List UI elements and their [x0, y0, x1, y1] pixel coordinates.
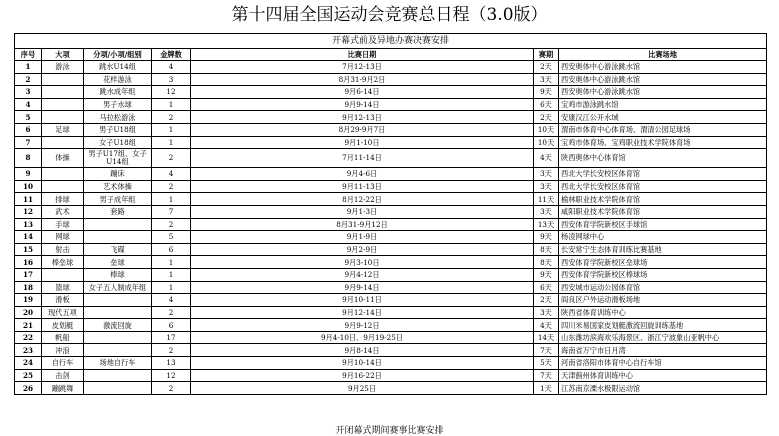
gold-count-cell: 7 — [152, 205, 191, 218]
venue-cell: 江苏南京溧水极限运动馆 — [559, 382, 767, 395]
match-days-cell: 3天 — [534, 168, 559, 181]
table-row — [15, 205, 767, 218]
major-event-cell — [42, 180, 84, 193]
venue-cell: 阎良区户外运动滑板场地 — [559, 294, 767, 307]
major-event-cell: 蹦跳舞 — [42, 382, 84, 395]
section-title: 开幕式前及异地办赛决赛安排 — [15, 34, 767, 49]
table-row — [15, 193, 767, 206]
major-event-cell: 击剑 — [42, 369, 84, 382]
match-date-cell: 9月10-11日 — [191, 294, 534, 307]
match-date-cell: 9月4-10日、9月19-25日 — [191, 331, 534, 344]
match-days-cell: 10天 — [534, 123, 559, 136]
match-days-cell: 6天 — [534, 281, 559, 294]
sub-event-cell: 跳水U14组 — [84, 61, 152, 74]
major-event-cell — [42, 111, 84, 124]
row-number-cell: 5 — [15, 111, 42, 124]
row-number-cell: 13 — [15, 218, 42, 231]
match-date-cell: 8月29-9月7日 — [191, 123, 534, 136]
gold-count-cell: 1 — [152, 98, 191, 111]
venue-cell: 西北大学长安校区体育馆 — [559, 168, 767, 181]
table-row — [15, 369, 767, 382]
gold-count-cell: 2 — [152, 111, 191, 124]
match-date-cell: 9月1-9日 — [191, 231, 534, 244]
major-event-cell: 手球 — [42, 218, 84, 231]
table-row — [15, 61, 767, 74]
venue-cell: 西安体育学院新校区棒球场 — [559, 268, 767, 281]
match-days-cell: 3天 — [534, 180, 559, 193]
row-number-cell: 4 — [15, 98, 42, 111]
match-date-cell: 9月9-14日 — [191, 281, 534, 294]
match-date-cell: 7月11-14日 — [191, 149, 534, 168]
row-number-cell: 9 — [15, 168, 42, 181]
match-date-cell: 9月3-10日 — [191, 256, 534, 269]
major-event-cell: 游泳 — [42, 61, 84, 74]
match-days-cell: 8天 — [534, 256, 559, 269]
sub-event-cell: 棒球 — [84, 268, 152, 281]
gold-count-cell: 6 — [152, 243, 191, 256]
gold-count-cell: 1 — [152, 268, 191, 281]
sub-event-cell: 垒球 — [84, 256, 152, 269]
gold-count-cell: 1 — [152, 136, 191, 149]
table-row — [15, 149, 767, 168]
gold-count-cell: 1 — [152, 281, 191, 294]
sub-event-cell: 激流回旋 — [84, 319, 152, 332]
sub-event-cell: 男子U17组、女子U14组 — [84, 149, 152, 168]
match-days-cell: 2天 — [534, 294, 559, 307]
match-date-cell: 8月31-9月2日 — [191, 73, 534, 86]
match-days-cell: 1天 — [534, 382, 559, 395]
gold-count-cell: 1 — [152, 193, 191, 206]
match-date-cell: 9月11-13日 — [191, 180, 534, 193]
venue-cell: 海南省万宁市日月湾 — [559, 344, 767, 357]
header-cell-sub: 分项/小项/组别 — [84, 49, 152, 61]
match-days-cell: 3天 — [534, 205, 559, 218]
sub-event-cell — [84, 331, 152, 344]
match-days-cell: 9天 — [534, 231, 559, 244]
gold-count-cell: 13 — [152, 357, 191, 370]
header-row — [15, 49, 767, 61]
gold-count-cell: 2 — [152, 218, 191, 231]
header-cell-days: 赛期 — [534, 49, 559, 61]
row-number-cell: 25 — [15, 369, 42, 382]
match-days-cell: 7天 — [534, 344, 559, 357]
table-row — [15, 231, 767, 244]
sub-event-cell — [84, 231, 152, 244]
match-date-cell: 9月1-3日 — [191, 205, 534, 218]
match-date-cell: 9月8-14日 — [191, 344, 534, 357]
gold-count-cell: 12 — [152, 86, 191, 99]
table-row — [15, 382, 767, 395]
sub-event-cell: 女子U18组 — [84, 136, 152, 149]
match-days-cell: 4天 — [534, 149, 559, 168]
match-days-cell: 13天 — [534, 218, 559, 231]
venue-cell: 咸阳职业技术学院体育馆 — [559, 205, 767, 218]
row-number-cell: 7 — [15, 136, 42, 149]
venue-cell: 河南省洛阳市体育中心自行车馆 — [559, 357, 767, 370]
table-row — [15, 281, 767, 294]
major-event-cell — [42, 168, 84, 181]
venue-cell: 西安体育学院新校区垒球场 — [559, 256, 767, 269]
sub-event-cell — [84, 294, 152, 307]
match-date-cell: 9月12-13日 — [191, 111, 534, 124]
match-date-cell: 8月31-9月12日 — [191, 218, 534, 231]
sub-event-cell: 男子U18组 — [84, 123, 152, 136]
major-event-cell: 冲浪 — [42, 344, 84, 357]
match-date-cell: 9月2-9日 — [191, 243, 534, 256]
match-days-cell: 9天 — [534, 268, 559, 281]
row-number-cell: 2 — [15, 73, 42, 86]
venue-cell: 宝鸡市游泳跳水馆 — [559, 98, 767, 111]
row-number-cell: 8 — [15, 149, 42, 168]
table-row — [15, 73, 767, 86]
venue-cell: 长安常宁生态体育训练比赛基地 — [559, 243, 767, 256]
row-number-cell: 14 — [15, 231, 42, 244]
table-row — [15, 243, 767, 256]
major-event-cell: 帆船 — [42, 331, 84, 344]
major-event-cell — [42, 268, 84, 281]
match-date-cell: 9月25日 — [191, 382, 534, 395]
venue-cell: 安康汉江公开水域 — [559, 111, 767, 124]
venue-cell: 天津蓟州体育训练中心 — [559, 369, 767, 382]
gold-count-cell: 6 — [152, 319, 191, 332]
major-event-cell: 现代五项 — [42, 306, 84, 319]
next-section-title: 开闭幕式期间赛事比赛安排 — [335, 426, 444, 436]
sub-event-cell: 场地自行车 — [84, 357, 152, 370]
header-cell-date: 比赛日期 — [191, 49, 534, 61]
row-number-cell: 11 — [15, 193, 42, 206]
header-cell-no: 序号 — [15, 49, 42, 61]
venue-cell: 渭南市体育中心体育场、渭清公园足球场 — [559, 123, 767, 136]
match-date-cell: 9月4-12日 — [191, 268, 534, 281]
venue-cell: 西安奥体中心游泳跳水馆 — [559, 61, 767, 74]
venue-cell: 西安城市运动公园体育馆 — [559, 281, 767, 294]
table-row — [15, 268, 767, 281]
venue-cell: 杨凌网球中心 — [559, 231, 767, 244]
header-cell-gold: 金牌数 — [152, 49, 191, 61]
match-date-cell: 9月16-22日 — [191, 369, 534, 382]
schedule-table-wrapper — [14, 33, 766, 395]
table-row — [15, 357, 767, 370]
row-number-cell: 12 — [15, 205, 42, 218]
major-event-cell: 排球 — [42, 193, 84, 206]
match-date-cell: 9月9-14日 — [191, 98, 534, 111]
gold-count-cell: 17 — [152, 331, 191, 344]
table-row — [15, 111, 767, 124]
sub-event-cell: 花样游泳 — [84, 73, 152, 86]
match-days-cell: 9天 — [534, 86, 559, 99]
gold-count-cell: 2 — [152, 344, 191, 357]
match-days-cell: 14天 — [534, 331, 559, 344]
table-row — [15, 256, 767, 269]
table-row — [15, 331, 767, 344]
header-cell-venue: 比赛场地 — [559, 49, 767, 61]
venue-cell: 陕西省体育训练中心 — [559, 306, 767, 319]
major-event-cell: 射击 — [42, 243, 84, 256]
sub-event-cell — [84, 306, 152, 319]
match-date-cell: 8月12-22日 — [191, 193, 534, 206]
table-row — [15, 86, 767, 99]
match-date-cell: 7月12-13日 — [191, 61, 534, 74]
match-days-cell: 10天 — [534, 136, 559, 149]
row-number-cell: 22 — [15, 331, 42, 344]
gold-count-cell: 4 — [152, 294, 191, 307]
gold-count-cell: 2 — [152, 306, 191, 319]
match-date-cell: 9月4-6日 — [191, 168, 534, 181]
row-number-cell: 24 — [15, 357, 42, 370]
sub-event-cell: 艺术体操 — [84, 180, 152, 193]
header-cell-major: 大项 — [42, 49, 84, 61]
table-row — [15, 168, 767, 181]
row-number-cell: 3 — [15, 86, 42, 99]
match-days-cell: 2天 — [534, 61, 559, 74]
table-row — [15, 306, 767, 319]
row-number-cell: 19 — [15, 294, 42, 307]
major-event-cell — [42, 73, 84, 86]
match-date-cell: 9月6-14日 — [191, 86, 534, 99]
sub-event-cell — [84, 382, 152, 395]
gold-count-cell: 2 — [152, 149, 191, 168]
table-row — [15, 136, 767, 149]
sub-event-cell — [84, 344, 152, 357]
major-event-cell: 武术 — [42, 205, 84, 218]
gold-count-cell: 12 — [152, 369, 191, 382]
table-row — [15, 98, 767, 111]
major-event-cell: 自行车 — [42, 357, 84, 370]
row-number-cell: 6 — [15, 123, 42, 136]
sub-event-cell — [84, 369, 152, 382]
venue-cell: 西北大学长安校区体育馆 — [559, 180, 767, 193]
gold-count-cell: 2 — [152, 382, 191, 395]
match-days-cell: 7天 — [534, 369, 559, 382]
major-event-cell — [42, 98, 84, 111]
table-row — [15, 123, 767, 136]
venue-cell: 陕西奥体中心体育馆 — [559, 149, 767, 168]
row-number-cell: 1 — [15, 61, 42, 74]
major-event-cell — [42, 86, 84, 99]
row-number-cell: 17 — [15, 268, 42, 281]
major-event-cell: 体操 — [42, 149, 84, 168]
document-title: 第十四届全国运动会竞赛总日程（3.0版） — [231, 5, 548, 25]
sub-event-cell: 马拉松游泳 — [84, 111, 152, 124]
sub-event-cell: 男子成年组 — [84, 193, 152, 206]
table-body — [15, 61, 767, 395]
table-row — [15, 218, 767, 231]
row-number-cell: 15 — [15, 243, 42, 256]
match-date-cell: 9月10-14日 — [191, 357, 534, 370]
match-days-cell: 11天 — [534, 193, 559, 206]
gold-count-cell: 3 — [152, 73, 191, 86]
sub-event-cell: 飞碟 — [84, 243, 152, 256]
schedule-table — [14, 33, 767, 395]
sub-event-cell: 男子水球 — [84, 98, 152, 111]
gold-count-cell: 4 — [152, 168, 191, 181]
sub-event-cell — [84, 218, 152, 231]
sub-event-cell: 跳水成年组 — [84, 86, 152, 99]
major-event-cell: 篮球 — [42, 281, 84, 294]
gold-count-cell: 2 — [152, 180, 191, 193]
match-days-cell: 2天 — [534, 111, 559, 124]
row-number-cell: 20 — [15, 306, 42, 319]
row-number-cell: 23 — [15, 344, 42, 357]
match-date-cell: 9月12-14日 — [191, 306, 534, 319]
table-row — [15, 294, 767, 307]
gold-count-cell: 1 — [152, 256, 191, 269]
row-number-cell: 18 — [15, 281, 42, 294]
sub-event-cell: 蹦床 — [84, 168, 152, 181]
sub-event-cell: 女子五人制成年组 — [84, 281, 152, 294]
row-number-cell: 26 — [15, 382, 42, 395]
gold-count-cell: 5 — [152, 231, 191, 244]
match-days-cell: 3天 — [534, 73, 559, 86]
gold-count-cell: 4 — [152, 61, 191, 74]
row-number-cell: 16 — [15, 256, 42, 269]
match-days-cell: 4天 — [534, 319, 559, 332]
table-row — [15, 344, 767, 357]
major-event-cell: 足球 — [42, 123, 84, 136]
row-number-cell: 21 — [15, 319, 42, 332]
match-date-cell: 9月1-10日 — [191, 136, 534, 149]
venue-cell: 榆林职业技术学院体育馆 — [559, 193, 767, 206]
table-row — [15, 180, 767, 193]
table-row — [15, 319, 767, 332]
match-days-cell: 3天 — [534, 306, 559, 319]
major-event-cell — [42, 136, 84, 149]
match-days-cell: 6天 — [534, 98, 559, 111]
gold-count-cell: 1 — [152, 123, 191, 136]
match-date-cell: 9月9-12日 — [191, 319, 534, 332]
match-days-cell: 5天 — [534, 357, 559, 370]
venue-cell: 宝鸡市体育场、宝鸡职业技术学院体育场 — [559, 136, 767, 149]
venue-cell: 西安体育学院新校区手球馆 — [559, 218, 767, 231]
sub-event-cell: 套路 — [84, 205, 152, 218]
match-days-cell: 8天 — [534, 243, 559, 256]
major-event-cell: 滑板 — [42, 294, 84, 307]
major-event-cell: 皮划艇 — [42, 319, 84, 332]
venue-cell: 西安奥体中心游泳跳水馆 — [559, 73, 767, 86]
row-number-cell: 10 — [15, 180, 42, 193]
major-event-cell: 网球 — [42, 231, 84, 244]
venue-cell: 西安奥体中心游泳跳水馆 — [559, 86, 767, 99]
major-event-cell: 棒垒球 — [42, 256, 84, 269]
venue-cell: 山东潍坊滨海欢乐海景区、浙江宁波象山亚帆中心 — [559, 331, 767, 344]
venue-cell: 四川米易国家皮划艇激流回旋训练基地 — [559, 319, 767, 332]
